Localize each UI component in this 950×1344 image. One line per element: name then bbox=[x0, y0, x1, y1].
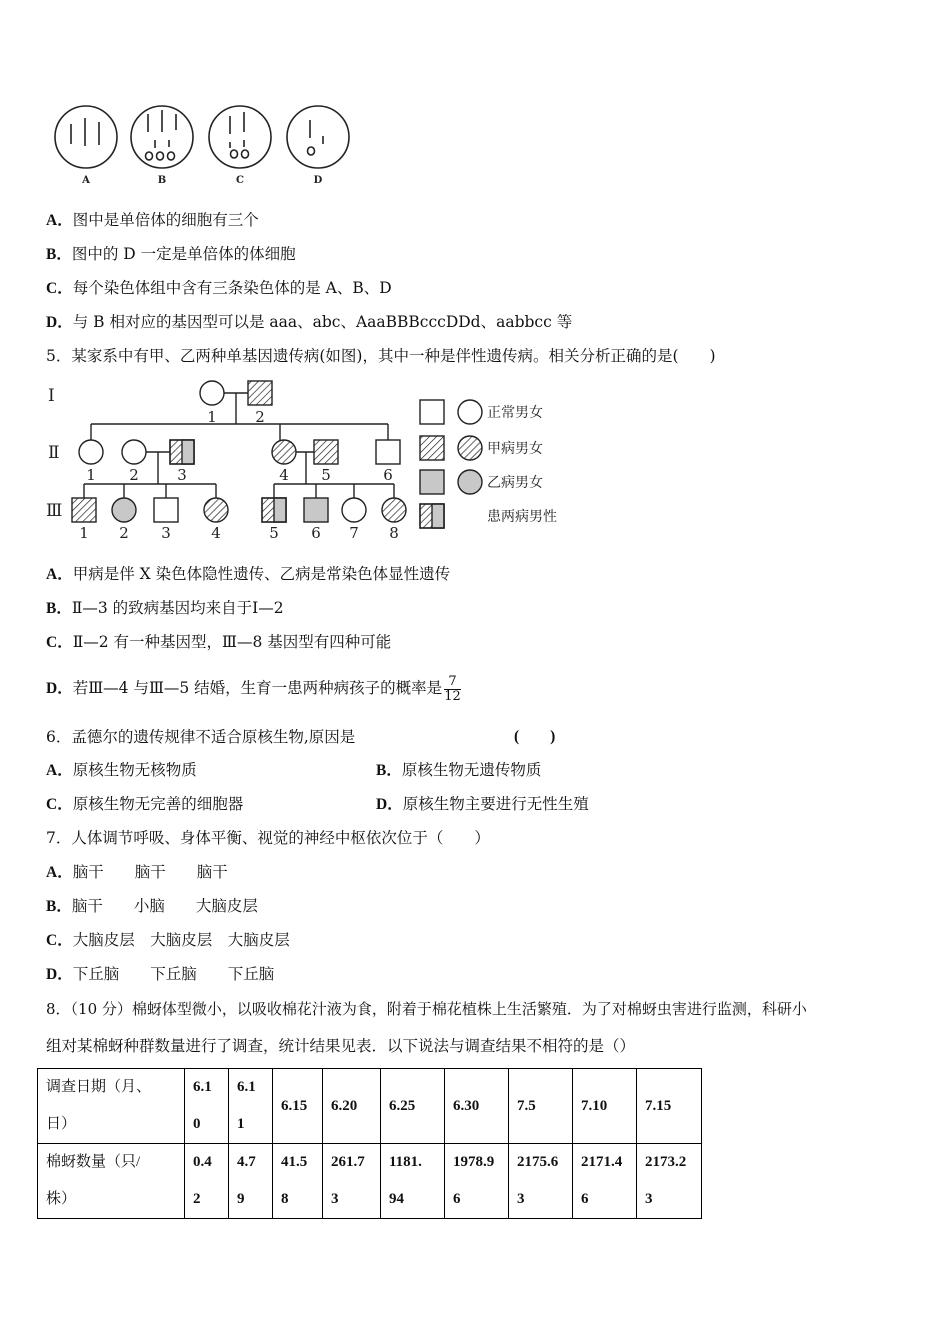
gen-label-2: Ⅱ bbox=[48, 443, 60, 463]
option-key: D． bbox=[376, 796, 403, 813]
table-row-dates bbox=[38, 1069, 702, 1144]
option-key: A． bbox=[46, 864, 73, 881]
fraction-numerator: 7 bbox=[444, 675, 461, 690]
cell-d bbox=[287, 106, 349, 168]
gen2-num: 6 bbox=[383, 466, 393, 484]
option-text: 图中的 D 一定是单倍体的体细胞 bbox=[71, 245, 296, 263]
II-4 bbox=[272, 440, 296, 464]
table-cell: 1181. 94 bbox=[381, 1144, 445, 1219]
gen3-num: 6 bbox=[311, 524, 321, 542]
table-cell: 4.7 9 bbox=[229, 1144, 273, 1219]
q7-option-a[interactable] bbox=[46, 862, 228, 883]
III-7 bbox=[342, 498, 366, 522]
option-key: C． bbox=[46, 634, 73, 651]
gen1-num: 2 bbox=[255, 408, 265, 426]
option-text: 大脑皮层 大脑皮层 大脑皮层 bbox=[72, 931, 290, 949]
option-key: A． bbox=[46, 762, 73, 779]
q6-option-b[interactable] bbox=[376, 760, 541, 781]
q8-stem-line2: 组对某棉蚜种群数量进行了调查，统计结果见表．以下说法与调查结果不相符的是（） bbox=[46, 1037, 636, 1055]
q5-stem: 5．某家系中有甲、乙两种单基因遗传病(如图)，其中一种是伴性遗传病。相关分析正确的是( ) bbox=[46, 347, 716, 365]
legend-jia-male bbox=[420, 436, 444, 460]
gen3-num: 8 bbox=[389, 524, 399, 542]
option-key: B． bbox=[376, 762, 402, 779]
gen3-num: 1 bbox=[79, 524, 89, 542]
cell-label-d: D bbox=[313, 175, 323, 186]
gen3-num: 3 bbox=[161, 524, 171, 542]
III-3 bbox=[154, 498, 178, 522]
table-cell: 7.10 bbox=[573, 1069, 637, 1144]
I-1 bbox=[200, 381, 224, 405]
gen3-num: 7 bbox=[349, 524, 359, 542]
pedigree-svg bbox=[44, 376, 584, 546]
legend-label: 甲病男女 bbox=[487, 441, 543, 457]
fraction-denominator: 12 bbox=[444, 688, 461, 704]
option-text: 原核生物无核物质 bbox=[72, 761, 197, 779]
table-cell: 261.7 3 bbox=[323, 1144, 381, 1219]
gen3-num: 2 bbox=[119, 524, 129, 542]
gen3-num: 4 bbox=[211, 524, 221, 542]
option-text: Ⅱ—3 的致病基因均来自于Ⅰ—2 bbox=[71, 599, 284, 617]
option-key: A． bbox=[46, 212, 73, 229]
gen-label-1: Ⅰ bbox=[48, 386, 55, 406]
q4-option-b[interactable] bbox=[46, 244, 296, 265]
legend-yi-male bbox=[420, 470, 444, 494]
legend-label: 正常男女 bbox=[487, 405, 543, 421]
option-key: C． bbox=[46, 280, 73, 297]
table-cell: 2171.4 6 bbox=[573, 1144, 637, 1219]
option-key: C． bbox=[46, 796, 73, 813]
q5-option-b[interactable] bbox=[46, 598, 284, 619]
cell-figure bbox=[44, 100, 364, 196]
cell-label-c: C bbox=[236, 175, 244, 186]
table-cell: 7.15 bbox=[637, 1069, 702, 1144]
q7-option-d[interactable] bbox=[46, 964, 274, 985]
aphid-table bbox=[37, 1068, 702, 1219]
gen-label-3: Ⅲ bbox=[46, 501, 63, 521]
cell-label-a: A bbox=[82, 175, 90, 186]
cell-figure-svg bbox=[44, 100, 364, 192]
option-text: 与 B 相对应的基因型可以是 aaa、abc、AaaBBBcccDDd、aabbcc 等 bbox=[72, 313, 573, 331]
fraction bbox=[444, 675, 461, 704]
III-1 bbox=[72, 498, 96, 522]
option-text: 原核生物无遗传物质 bbox=[401, 761, 542, 779]
gen3-num: 5 bbox=[269, 524, 279, 542]
legend-normal-female bbox=[458, 400, 482, 424]
q6-option-a[interactable] bbox=[46, 760, 197, 781]
III-6 bbox=[304, 498, 328, 522]
option-text: 原核生物无完善的细胞器 bbox=[72, 795, 244, 813]
q7-stem: 7．人体调节呼吸、身体平衡、视觉的神经中枢依次位于（ ） bbox=[46, 829, 490, 847]
gen2-num: 1 bbox=[86, 466, 96, 484]
II-6 bbox=[376, 440, 400, 464]
option-text: 图中是单倍体的细胞有三个 bbox=[72, 211, 259, 229]
option-key: A． bbox=[46, 566, 73, 583]
gen2-num: 2 bbox=[129, 466, 139, 484]
option-key: B． bbox=[46, 898, 72, 915]
q4-option-d[interactable] bbox=[46, 312, 572, 333]
legend-normal-male bbox=[420, 400, 444, 424]
option-key: C． bbox=[46, 932, 73, 949]
q4-option-a[interactable] bbox=[46, 210, 259, 231]
I-2 bbox=[248, 381, 272, 405]
gen2-num: 4 bbox=[279, 466, 289, 484]
legend-label: 乙病男女 bbox=[487, 475, 543, 491]
option-text: 脑干 脑干 脑干 bbox=[72, 863, 228, 881]
table-cell: 41.5 8 bbox=[273, 1144, 323, 1219]
table-row-counts bbox=[38, 1144, 702, 1219]
q6-answer-paren: ( ) bbox=[514, 728, 556, 745]
option-key: B． bbox=[46, 600, 72, 617]
option-key: D． bbox=[46, 314, 73, 331]
table-cell: 7.5 bbox=[509, 1069, 573, 1144]
q5-option-d[interactable] bbox=[46, 668, 461, 709]
option-key: D． bbox=[46, 680, 73, 697]
legend-jia-female bbox=[458, 436, 482, 460]
II-5 bbox=[314, 440, 338, 464]
table-head-cell: 棉蚜数量（只/ 株） bbox=[38, 1144, 185, 1219]
table-cell: 2173.2 3 bbox=[637, 1144, 702, 1219]
q8-stem-line1: 8．（10 分）棉蚜体型微小，以吸收棉花汁液为食，附着于棉花植株上生活繁殖．为了对棉蚜虫害进行监测，科研小 bbox=[46, 1000, 807, 1018]
table-cell: 6.1 0 bbox=[185, 1069, 229, 1144]
II-1 bbox=[79, 440, 103, 464]
option-text: 若Ⅲ—4 与Ⅲ—5 结婚，生育一患两种病孩子的概率是 bbox=[72, 679, 443, 697]
option-text: 甲病是伴 X 染色体隐性遗传、乙病是常染色体显性遗传 bbox=[72, 565, 451, 583]
option-key: D． bbox=[46, 966, 73, 983]
q4-option-c[interactable] bbox=[46, 278, 392, 299]
gen2-num: 5 bbox=[321, 466, 331, 484]
option-text: 每个染色体组中含有三条染色体的是 A、B、D bbox=[72, 279, 392, 297]
table-cell: 1978.9 6 bbox=[445, 1144, 509, 1219]
table-cell: 6.25 bbox=[381, 1069, 445, 1144]
option-text: 原核生物主要进行无性生殖 bbox=[402, 795, 589, 813]
legend-yi-female bbox=[458, 470, 482, 494]
legend-label: 患两病男性 bbox=[487, 509, 557, 525]
III-8 bbox=[382, 498, 406, 522]
q5-option-a[interactable] bbox=[46, 564, 450, 585]
table-head-cell: 调查日期（月、 日） bbox=[38, 1069, 185, 1144]
gen1-num: 1 bbox=[207, 408, 217, 426]
option-text: 下丘脑 下丘脑 下丘脑 bbox=[72, 965, 275, 983]
II-2 bbox=[122, 440, 146, 464]
III-4 bbox=[204, 498, 228, 522]
q7-option-c[interactable] bbox=[46, 930, 290, 951]
cell-a bbox=[55, 106, 117, 168]
option-text: Ⅱ—2 有一种基因型，Ⅲ—8 基因型有四种可能 bbox=[72, 633, 392, 651]
cell-c bbox=[209, 106, 271, 168]
q6-option-c[interactable] bbox=[46, 794, 243, 815]
cell-label-b: B bbox=[157, 175, 167, 186]
option-key: B． bbox=[46, 246, 72, 263]
q6-option-d[interactable] bbox=[376, 794, 589, 815]
table-cell: 6.20 bbox=[323, 1069, 381, 1144]
table-cell: 6.1 1 bbox=[229, 1069, 273, 1144]
table-cell: 0.4 2 bbox=[185, 1144, 229, 1219]
table-cell: 2175.6 3 bbox=[509, 1144, 573, 1219]
option-text: 脑干 小脑 大脑皮层 bbox=[71, 897, 258, 915]
q6-stem: 6．孟德尔的遗传规律不适合原核生物,原因是 bbox=[46, 728, 356, 746]
table-cell: 6.15 bbox=[273, 1069, 323, 1144]
pedigree-chart bbox=[44, 376, 584, 550]
q7-option-b[interactable] bbox=[46, 896, 258, 917]
III-2 bbox=[112, 498, 136, 522]
q5-option-c[interactable] bbox=[46, 632, 391, 653]
gen2-num: 3 bbox=[177, 466, 187, 484]
table-cell: 6.30 bbox=[445, 1069, 509, 1144]
